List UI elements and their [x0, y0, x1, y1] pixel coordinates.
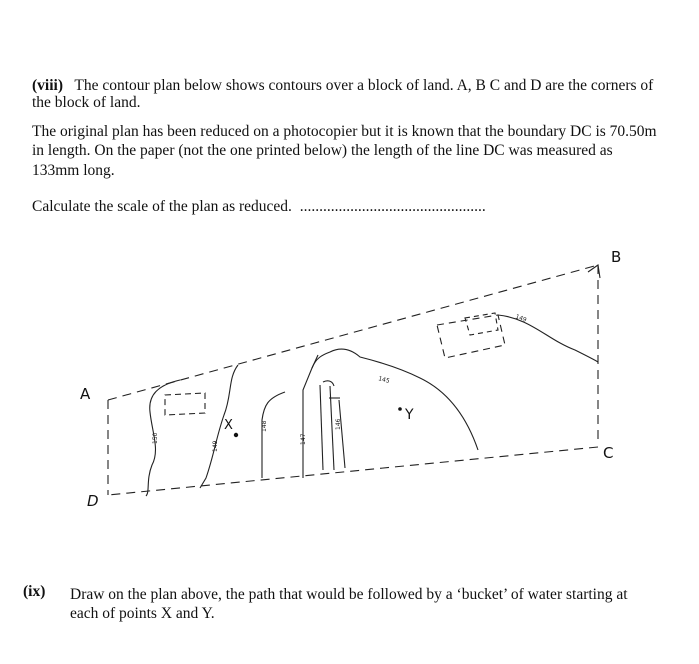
corner-d-label: D — [87, 492, 99, 510]
contour-plan[interactable] — [0, 230, 699, 530]
corner-b-label: B — [611, 248, 622, 266]
scale-info-line3: 133mm long. — [32, 162, 115, 179]
boundary-ab — [108, 265, 598, 400]
question-viii-line1 — [32, 77, 653, 94]
scale-prompt: Calculate the scale of the plan as reduced. — [32, 198, 292, 215]
contour-label-148: 148 — [261, 420, 268, 432]
question-ix-line2: each of points X and Y. — [70, 605, 215, 622]
point-y-marker[interactable] — [398, 407, 402, 411]
contour-label-146: 146 — [335, 418, 342, 430]
point-x-label: X — [224, 418, 233, 433]
contour-147-a — [303, 349, 478, 478]
building-right-inner — [465, 313, 498, 335]
contour-146-b — [330, 386, 334, 470]
contour-146-c — [339, 400, 345, 468]
corner-c-label: C — [603, 444, 614, 462]
contour-146-a — [320, 385, 323, 470]
question-viii-text-1: The contour plan below shows contours over a block of land. A, B C and D are the corners of — [74, 77, 654, 94]
contour-149-top — [498, 315, 598, 362]
contour-label-145: 145 — [377, 375, 391, 385]
question-ix-label: (ix) — [23, 583, 46, 600]
point-x-marker[interactable] — [234, 433, 238, 437]
building-right-outer — [437, 315, 505, 358]
contour-label-147: 147 — [300, 433, 307, 445]
scale-info-line1: The original plan has been reduced on a photocopier but it is known that the boundary DC is 70.50m — [32, 123, 657, 140]
scale-info-line2: in length. On the paper (not the one printed below) the length of the line DC was measured as — [32, 142, 613, 159]
channel-top — [323, 381, 334, 386]
building-left — [165, 393, 205, 415]
question-viii-number: (viii) — [32, 77, 63, 94]
question-ix-number — [23, 583, 45, 600]
scale-prompt-line — [32, 198, 486, 215]
question-ix-line1: Draw on the plan above, the path that would be followed by a ‘bucket’ of water starting at — [70, 586, 628, 603]
answer-blank[interactable]: ................................................ — [299, 198, 486, 215]
point-y-label: Y — [405, 407, 414, 423]
boundary-cd — [108, 447, 598, 495]
contour-label-149-top: 149 — [514, 313, 528, 324]
contour-label-149: 149 — [212, 440, 219, 452]
contour-148 — [262, 392, 285, 478]
corner-a-label: A — [80, 385, 91, 403]
contour-147-b — [312, 355, 318, 368]
contour-label-150: 150 — [152, 432, 159, 444]
question-viii-line2: the block of land. — [32, 94, 141, 111]
